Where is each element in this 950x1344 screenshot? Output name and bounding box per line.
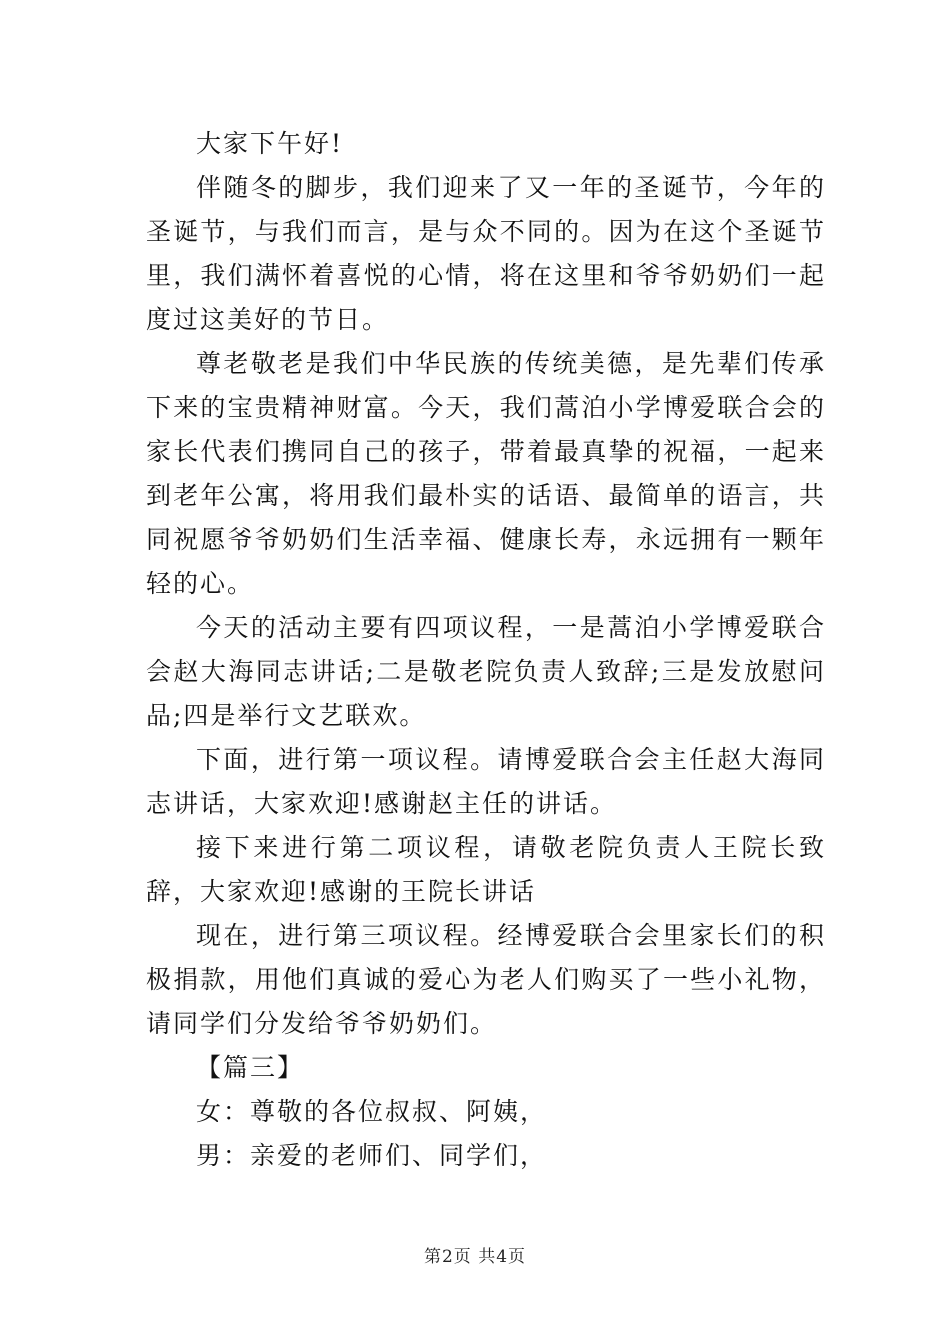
dialogue-line-male: 男：亲爱的老师们、同学们，: [196, 1141, 548, 1170]
page-footer: 第2页 共4页: [423, 1247, 527, 1267]
section-heading: 【篇三】: [196, 1053, 305, 1082]
paragraph-christmas-intro: 伴随冬的脚步，我们迎来了又一年的圣诞节，今年的圣诞节，与我们而言，是与众不同的。因为在这个圣诞节里，我们满怀着喜悦的心情，将在这里和爷爷奶奶们一起度过这美好的节日。: [146, 173, 826, 334]
paragraph-agenda-item-1: 下面，进行第一项议程。请博爱联合会主任赵大海同志讲话，大家欢迎!感谢赵主任的讲话。: [146, 745, 826, 818]
paragraph-agenda-item-2: 接下来进行第二项议程，请敬老院负责人王院长致辞，大家欢迎!感谢的王院长讲话: [146, 833, 826, 906]
paragraph-agenda: 今天的活动主要有四项议程，一是蒿泊小学博爱联合会赵大海同志讲话;二是敬老院负责人致辞;三是发放慰问品;四是举行文艺联欢。: [146, 613, 826, 730]
dialogue-line-female: 女：尊敬的各位叔叔、阿姨，: [196, 1097, 548, 1126]
paragraph-agenda-item-3: 现在，进行第三项议程。经博爱联合会里家长们的积极捐款，用他们真诚的爱心为老人们购买了一些小礼物，请同学们分发给爷爷奶奶们。: [146, 921, 826, 1038]
greeting-paragraph: 大家下午好!: [196, 129, 344, 158]
paragraph-respect-elders: 尊老敬老是我们中华民族的传统美德，是先辈们传承下来的宝贵精神财富。今天，我们蒿泊小学博爱联合会的家长代表们携同自己的孩子，带着最真挚的祝福，一起来到老年公寓，将用我们最朴实的话语、最简单的语言，共同祝愿爷爷奶奶们生活幸福、健康长寿，永远拥有一颗年轻的心。: [146, 349, 826, 598]
document-body: [146, 122, 826, 1178]
